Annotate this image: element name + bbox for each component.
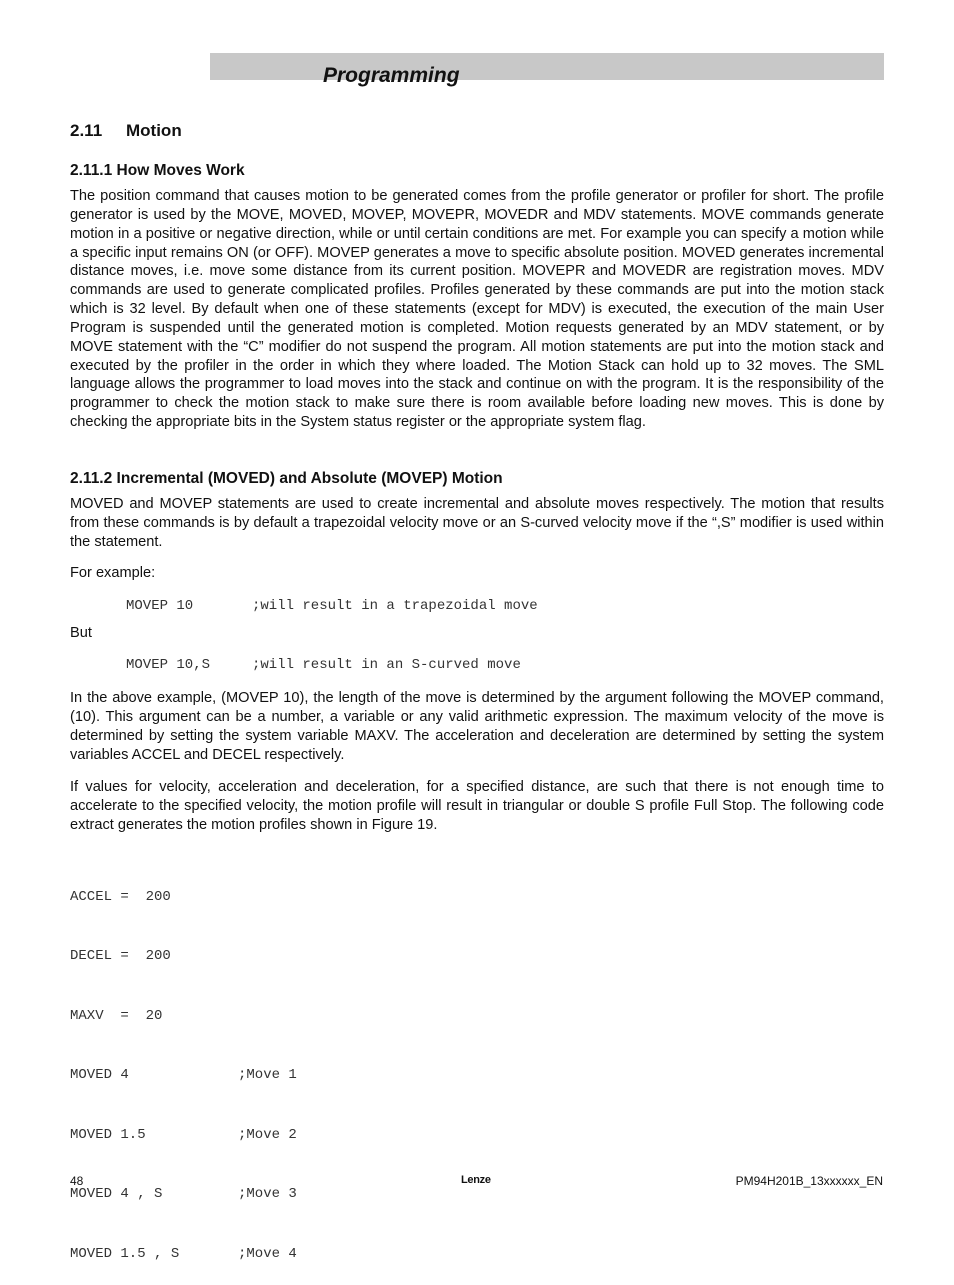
profile-explanation-paragraph: If values for velocity, acceleration and deceleration, for a specified distance, are such that there is not enough time to accelerate to the specified velocity, the motion profile will result in triangular or double S profile Full Stop. The following code extract generates the motion profiles shown in Figure 19. [70,779,884,833]
code-line: MOVED 1.5 , S [70,1245,180,1262]
code-line: ACCEL = 200 [70,888,171,905]
code-block-commands [70,848,179,1285]
header-bar [210,53,884,80]
section-number: 2.11 [70,121,103,140]
section-heading [70,121,182,141]
subsection-heading-how-moves-work: 2.11.1 How Moves Work [70,162,245,179]
code-comment [238,888,297,908]
moved-movep-paragraph: MOVED and MOVEP statements are used to create incremental and absolute moves respectively. The motion that results from these commands is by default a trapezoidal velocity move or an S-curved velocity move if the “,S” modifier is used within the statement. [70,496,884,550]
code-example-2-comment: ;will result in an S-curved move [252,657,521,673]
page-header-title: Programming [323,64,460,87]
code-comment [238,947,297,967]
code-line: MOVED 1.5 [70,1126,146,1143]
page-number: 48 [70,1174,84,1188]
code-example-1-comment: ;will result in a trapezoidal move [252,598,538,614]
brand-logo: Lenze [461,1174,491,1186]
code-line: MAXV = 20 [70,1007,163,1024]
code-comment: ;Move 3 [238,1186,297,1203]
code-comment: ;Move 1 [238,1067,297,1084]
but-label: But [70,625,92,641]
how-moves-work-paragraph: The position command that causes motion to be generated comes from the profile generator or profiler for short. The profile generator is used by the MOVE, MOVED, MOVEP, MOVEPR, MOVEDR and MDV statements. MOVE commands generate motion in a positive or negative direction, while or until certain conditions are met. For example you can specify a motion while a specific input remains ON (or OFF). MOVEP generates a move to specific absolute position. MOVED generates incremental distance moves, i.e. move some distance from its current position. MOVEPR and MOVEDR are registration moves. MDV commands are used to generate complicated profiles. Profiles generated by these commands are put into the motion stack which is 32 level. By default when one of these statements (except for MDV) is executed, the execution of the main User Program is suspended until the generated motion is completed. Motion requests generated by an MDV statement, or by MOVE statement with the “C” modifier do not suspend the program. All motion statements are put into the motion stack and executed by the profiler in the order in which they where loaded. The Motion Stack can hold up to 32 moves. The SML language allows the programmer to load moves into the stack and continue on with the program. It is the responsibility of the programmer to check the motion stack to make sure there is room available before loading new moves. This is done by checking the appropriate bits in the System status register or the appropriate system flag. [70,188,884,431]
code-line: MOVED 4 [70,1067,129,1084]
code-line: MOVED 4 , S [70,1186,163,1203]
section-title: Motion [126,121,182,140]
subsection-heading-incremental-absolute: 2.11.2 Incremental (MOVED) and Absolute (MOVEP) Motion [70,470,503,487]
document-id: PM94H201B_13xxxxxx_EN [735,1174,883,1188]
code-comment: ;Move 4 [238,1245,297,1262]
code-comment: ;Move 2 [238,1126,297,1143]
code-example-1-command: MOVEP 10 [126,598,194,614]
code-line: DECEL = 200 [70,948,171,965]
code-block-comments [238,848,297,1285]
code-comment [238,1007,297,1027]
for-example-label: For example: [70,565,156,581]
code-example-2-command: MOVEP 10,S [126,657,211,673]
movep-explanation-paragraph: In the above example, (MOVEP 10), the length of the move is determined by the argument following the MOVEP command, (10). This argument can be a number, a variable or any valid arithmetic expression. The maximum velocity of the move is determined by setting the system variable MAXV. The acceleration and deceleration are determined by setting the system variables ACCEL and DECEL respectively. [70,690,884,763]
